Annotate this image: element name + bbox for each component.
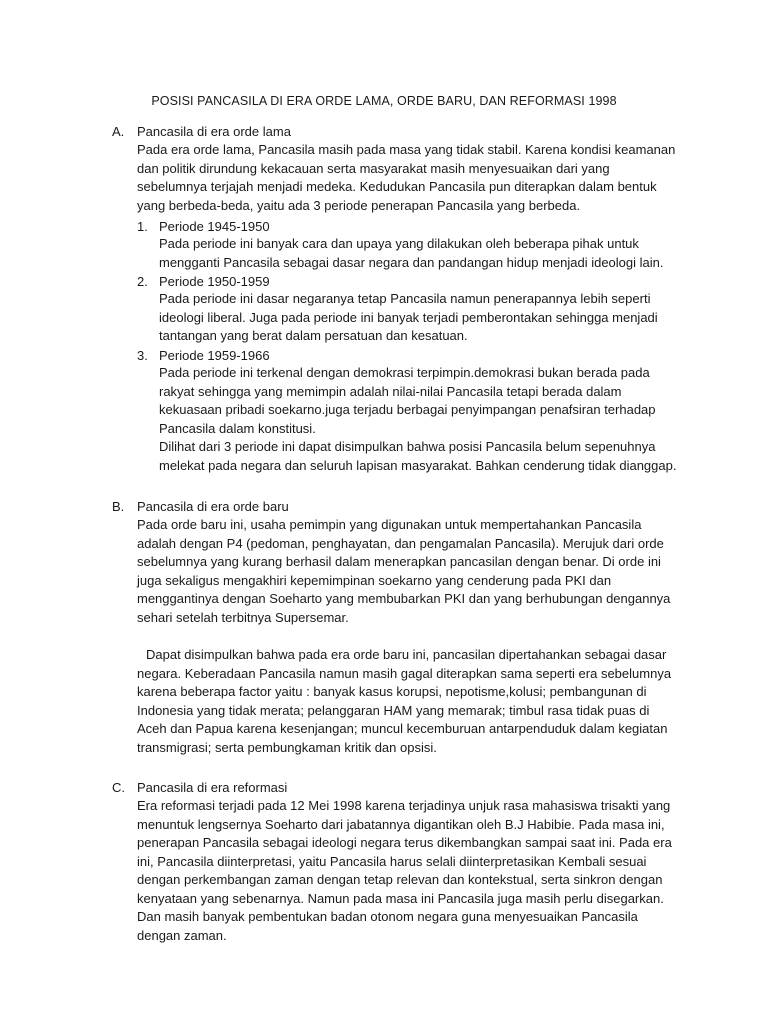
section-letter: B. [112,499,125,514]
section-paragraph: Era reformasi terjadi pada 12 Mei 1998 karena terjadinya unjuk rasa mahasiswa trisakti yang menuntuk lengsernya Soeharto dari jabatannya digantikan oleh B.J Habibie. Pada masa ini, penerapan Pancasila sebagai ideologi negara terus dikembangkan sampai saat ini. Pada era ini, Pancasila diinterpretasi, yaitu Pancasila harus selali diinterpretasikan Kembali sesuai dengan perkembangan zaman dengan tetap relevan dan kontekstual, serta sinkron dengan kenyataan yang sebenarnya. Namun pada masa ini Pancasila juga masih perlu disegarkan. Dan masih banyak pembentukan badan otonom negara guna menyesuaikan Pancasila dengan zaman. [137,798,672,943]
section-paragraph: Pada orde baru ini, usaha pemimpin yang digunakan untuk mempertahankan Pancasila adalah dengan P4 (pedoman, penghayatan, dan pengamalan Pancasila). Merujuk dari orde sebelumnya yang kurang berhasil dalam menerapkan pancasilan dengan benar. Di orde ini juga sekaligus mengakhiri kepemimpinan soekarno yang cenderung pada PKI dan menggantinya dengan Soeharto yang membubarkan PKI dan yang berhubungan dengannya sehari setelah terbitnya Supersemar. [137,517,671,625]
section-letter: A. [112,124,125,139]
section-heading: Pancasila di era orde baru [137,499,289,514]
section-heading: Pancasila di era reformasi [137,780,288,795]
list-item-title: Periode 1959-1966 [159,348,270,363]
document-title: POSISI PANCASILA DI ERA ORDE LAMA, ORDE BARU, DAN REFORMASI 1998 [151,94,617,108]
list-number: 1. [137,219,148,234]
list-number: 2. [137,274,148,289]
list-item-title: Periode 1945-1950 [159,219,270,234]
section-letter: C. [112,780,125,795]
list-item-text: Pada periode ini terkenal dengan demokrasi terpimpin.demokrasi bukan berada pada rakyat sehingga yang memimpin adalah nilai-nilai Pancasila tetapi berada dalam kekuasaan pribadi soekarno.juga terjadu berbagai penyimpangan penafsiran terhadap Pancasila dalam konstitusi. [159,365,656,436]
section-paragraph: Dapat disimpulkan bahwa pada era orde baru ini, pancasilan dipertahankan sebagai dasar negara. Keberadaan Pancasila namun masih gagal diterapkan sama seperti era sebelumnya karena beberapa factor yaitu : banyak kasus korupsi, nepotisme,kolusi; pembangunan di Indonesia yang tidak merata; pelanggaran HAM yang memarak; timbul rasa tidak puas di Aceh dan Papua karena kesenjangan; muncul kecemburuan antarpenduduk dalam kegiatan transmigrasi; serta pembungkaman kritik dan opsisi. [137,647,672,755]
list-number: 3. [137,348,148,363]
section-conclusion: Dilihat dari 3 periode ini dapat disimpulkan bahwa posisi Pancasila belum sepenuhnya melekat pada negara dan seluruh lapisan masyarakat. Bahkan cenderung tidak dianggap. [159,439,677,473]
list-item-title: Periode 1950-1959 [159,274,270,289]
list-item-text: Pada periode ini banyak cara dan upaya yang dilakukan oleh beberapa pihak untuk mengganti Pancasila sebagai dasar negara dan pandangan hidup menjadi ideologi lain. [159,236,664,270]
section-heading: Pancasila di era orde lama [137,124,291,139]
list-item-text: Pada periode ini dasar negaranya tetap Pancasila namun penerapannya lebih seperti ideologi liberal. Juga pada periode ini banyak terjadi pemberontakan sehingga menjadi tantangan yang berat dalam persatuan dan kesatuan. [159,291,658,343]
section-intro: Pada era orde lama, Pancasila masih pada masa yang tidak stabil. Karena kondisi keamanan dan politik dirundung kekacauan serta masyarakat masih menyesuaikan dari yang sebelumnya terjajah menjadi medeka. Kedudukan Pancasila pun diterapkan dalam bentuk yang berbeda-beda, yaitu ada 3 periode penerapan Pancasila yang berbeda. [137,142,676,213]
